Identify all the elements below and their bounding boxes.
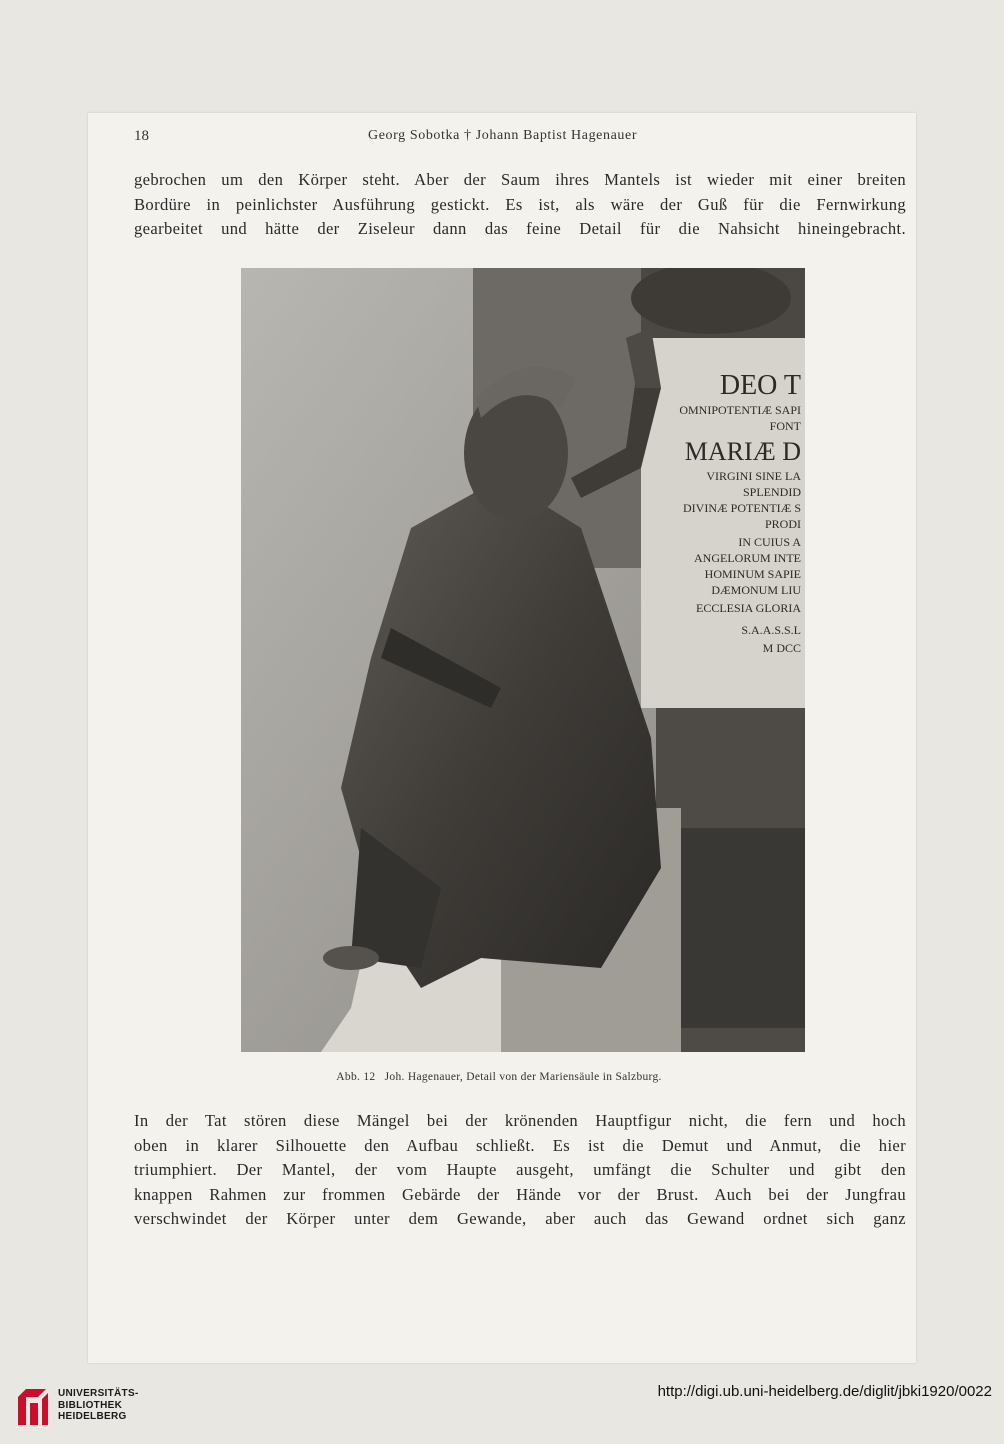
figure-caption-text: Joh. Hagenauer, Detail von der Mariensäule in Salzburg.: [384, 1071, 662, 1083]
text-line: verschwindet der Körper unter dem Gewande, aber auch das Gewand ordnet sich ganz: [134, 1209, 906, 1228]
text-line: Bordüre in peinlichster Ausführung gestickt. Es ist, als wäre der Guß für die Fernwirkung: [134, 194, 906, 214]
text-line: gebrochen um den Körper steht. Aber der Saum ihres Mantels ist wieder mit einer breiten: [134, 170, 906, 189]
inscription-line: M DCC: [762, 641, 801, 655]
library-emblem-icon: [14, 1385, 52, 1429]
inscription-line: MARIÆ D: [684, 437, 801, 466]
inscription-line: DEO T: [719, 370, 801, 401]
sculpture-illustration: [241, 268, 805, 1052]
inscription-line: VIRGINI SINE LA: [706, 469, 801, 483]
library-name-line: UNIVERSITÄTS-: [58, 1388, 139, 1399]
library-name: [58, 1388, 139, 1423]
text-line: gearbeitet und hätte der Ziseleur dann das feine Detail für die Nahsicht hineingebracht.: [134, 219, 906, 238]
running-title: Georg Sobotka † Johann Baptist Hagenauer: [368, 128, 638, 143]
text-line: oben in klarer Silhouette den Aufbau schließt. Es ist die Demut und Anmut, die hier: [134, 1135, 906, 1155]
inscription-line: IN CUIUS A: [738, 535, 801, 549]
inscription-line: S.A.A.S.S.L: [741, 623, 801, 637]
library-name-line: BIBLIOTHEK: [58, 1399, 123, 1411]
inscription-line: PRODI: [764, 517, 801, 531]
text-line: triumphiert. Der Mantel, der vom Haupte ausgeht, umfängt die Schulter und gibt den: [134, 1160, 906, 1179]
inscription-line: DÆMONUM LIU: [711, 583, 801, 597]
library-logo[interactable]: [14, 1385, 184, 1431]
inscription-plaque: [679, 370, 801, 655]
inscription-line: ANGELORUM INTE: [694, 551, 801, 565]
library-name-line: HEIDELBERG: [58, 1411, 127, 1422]
text-line: knappen Rahmen zur frommen Gebärde der Hände vor der Brust. Auch bei der Jungfrau: [134, 1184, 906, 1204]
sculpture-photograph: [241, 268, 805, 1052]
figure-caption: [0, 1071, 1004, 1083]
body-text-bottom: [134, 1109, 906, 1232]
inscription-line: DIVINÆ POTENTIÆ S: [683, 501, 801, 515]
inscription-line: ECCLESIA GLORIA: [696, 601, 801, 615]
running-header: [134, 128, 874, 148]
source-url-link[interactable]: http://digi.ub.uni-heidelberg.de/diglit/jbki1920/0022: [657, 1383, 992, 1400]
body-text-top: [134, 168, 906, 242]
inscription-line: FONT: [769, 419, 801, 433]
inscription-line: SPLENDID: [742, 485, 801, 499]
text-line: In der Tat stören diese Mängel bei der krönenden Hauptfigur nicht, die fern und hoch: [134, 1111, 906, 1130]
page-number: 18: [134, 128, 149, 144]
inscription-line: OMNIPOTENTIÆ SAPI: [679, 403, 801, 417]
figure-label: Abb. 12: [336, 1071, 376, 1083]
inscription-line: HOMINUM SAPIE: [704, 567, 801, 581]
